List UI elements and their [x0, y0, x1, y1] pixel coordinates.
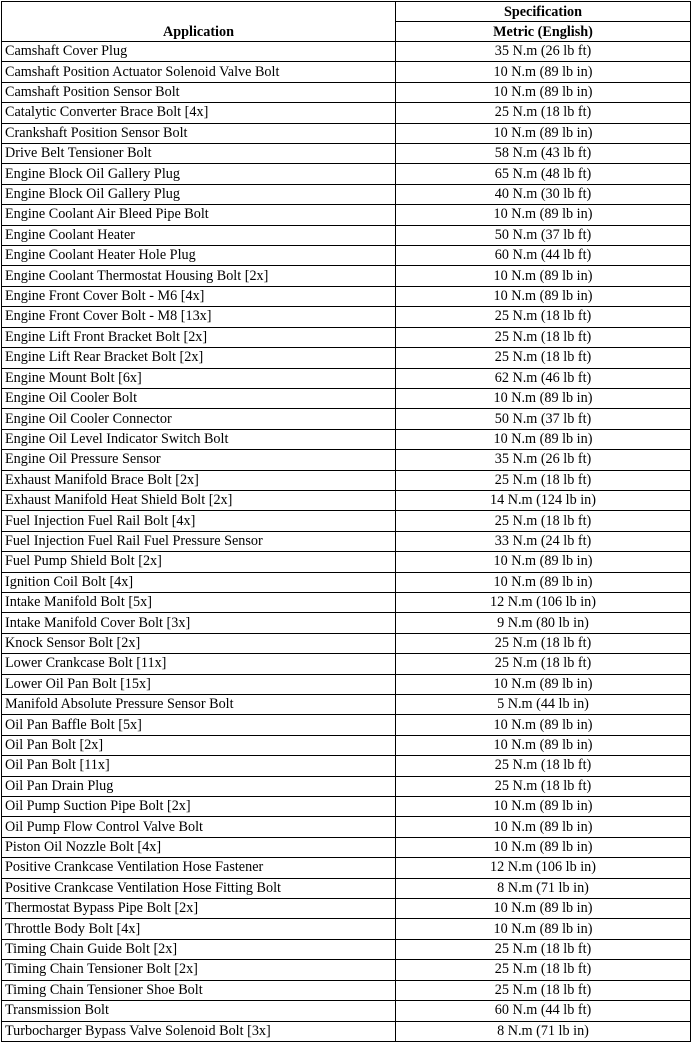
table-row — [2, 123, 691, 143]
application-cell: Lower Oil Pan Bolt [15x] — [2, 674, 396, 694]
application-cell: Ignition Coil Bolt [4x] — [2, 572, 396, 592]
table-header — [2, 2, 691, 42]
application-cell: Oil Pump Flow Control Valve Bolt — [2, 817, 396, 837]
table-row — [2, 450, 691, 470]
table-row — [2, 674, 691, 694]
spec-cell: 25 N.m (18 lb ft) — [396, 470, 691, 490]
application-cell: Timing Chain Tensioner Bolt [2x] — [2, 960, 396, 980]
spec-cell: 10 N.m (89 lb in) — [396, 388, 691, 408]
table-row — [2, 613, 691, 633]
table-row — [2, 735, 691, 755]
table-row — [2, 62, 691, 82]
header-units: Metric (English) — [396, 22, 691, 42]
application-cell: Transmission Bolt — [2, 1001, 396, 1021]
table-row — [2, 633, 691, 653]
spec-cell: 25 N.m (18 lb ft) — [396, 633, 691, 653]
spec-cell: 40 N.m (30 lb ft) — [396, 184, 691, 204]
application-cell: Engine Oil Cooler Bolt — [2, 388, 396, 408]
table-row — [2, 327, 691, 347]
application-cell: Manifold Absolute Pressure Sensor Bolt — [2, 695, 396, 715]
spec-cell: 10 N.m (89 lb in) — [396, 899, 691, 919]
application-cell: Engine Coolant Air Bleed Pipe Bolt — [2, 205, 396, 225]
spec-cell: 25 N.m (18 lb ft) — [396, 327, 691, 347]
spec-cell: 62 N.m (46 lb ft) — [396, 368, 691, 388]
spec-cell: 33 N.m (24 lb ft) — [396, 531, 691, 551]
application-cell: Engine Front Cover Bolt - M6 [4x] — [2, 286, 396, 306]
table-row — [2, 572, 691, 592]
application-cell: Oil Pan Bolt [11x] — [2, 756, 396, 776]
table-row — [2, 837, 691, 857]
table-row — [2, 980, 691, 1000]
application-cell: Intake Manifold Cover Bolt [3x] — [2, 613, 396, 633]
table-row — [2, 225, 691, 245]
spec-cell: 10 N.m (89 lb in) — [396, 817, 691, 837]
spec-cell: 25 N.m (18 lb ft) — [396, 980, 691, 1000]
table-row — [2, 592, 691, 612]
application-cell: Engine Lift Rear Bracket Bolt [2x] — [2, 348, 396, 368]
spec-cell: 10 N.m (89 lb in) — [396, 82, 691, 102]
table-row — [2, 388, 691, 408]
application-cell: Timing Chain Tensioner Shoe Bolt — [2, 980, 396, 1000]
application-cell: Engine Oil Pressure Sensor — [2, 450, 396, 470]
application-cell: Thermostat Bypass Pipe Bolt [2x] — [2, 899, 396, 919]
table-row — [2, 82, 691, 102]
table-row — [2, 286, 691, 306]
spec-cell: 10 N.m (89 lb in) — [396, 123, 691, 143]
application-cell: Oil Pan Drain Plug — [2, 776, 396, 796]
spec-cell: 12 N.m (106 lb in) — [396, 858, 691, 878]
table-row — [2, 103, 691, 123]
table-row — [2, 1021, 691, 1041]
application-cell: Engine Oil Cooler Connector — [2, 409, 396, 429]
application-cell: Exhaust Manifold Heat Shield Bolt [2x] — [2, 490, 396, 510]
table-row — [2, 531, 691, 551]
spec-cell: 10 N.m (89 lb in) — [396, 674, 691, 694]
application-cell: Engine Coolant Heater — [2, 225, 396, 245]
table-row — [2, 776, 691, 796]
application-cell: Engine Coolant Heater Hole Plug — [2, 246, 396, 266]
spec-cell: 10 N.m (89 lb in) — [396, 919, 691, 939]
spec-cell: 65 N.m (48 lb ft) — [396, 164, 691, 184]
spec-cell: 58 N.m (43 lb ft) — [396, 144, 691, 164]
table-row — [2, 409, 691, 429]
header-application: Application — [2, 2, 396, 42]
header-row-top — [2, 2, 691, 22]
table-row — [2, 205, 691, 225]
table-row — [2, 470, 691, 490]
application-cell: Timing Chain Guide Bolt [2x] — [2, 939, 396, 959]
application-cell: Positive Crankcase Ventilation Hose Fitting Bolt — [2, 878, 396, 898]
application-cell: Engine Block Oil Gallery Plug — [2, 164, 396, 184]
spec-cell: 10 N.m (89 lb in) — [396, 797, 691, 817]
spec-cell: 8 N.m (71 lb in) — [396, 878, 691, 898]
table-row — [2, 715, 691, 735]
table-row — [2, 307, 691, 327]
application-cell: Fuel Injection Fuel Rail Fuel Pressure Sensor — [2, 531, 396, 551]
spec-cell: 10 N.m (89 lb in) — [396, 266, 691, 286]
application-cell: Exhaust Manifold Brace Bolt [2x] — [2, 470, 396, 490]
application-cell: Oil Pan Baffle Bolt [5x] — [2, 715, 396, 735]
spec-cell: 35 N.m (26 lb ft) — [396, 42, 691, 62]
spec-cell: 10 N.m (89 lb in) — [396, 837, 691, 857]
application-cell: Fuel Injection Fuel Rail Bolt [4x] — [2, 511, 396, 531]
application-cell: Turbocharger Bypass Valve Solenoid Bolt [3x] — [2, 1021, 396, 1041]
table-row — [2, 144, 691, 164]
application-cell: Camshaft Position Sensor Bolt — [2, 82, 396, 102]
application-cell: Piston Oil Nozzle Bolt [4x] — [2, 837, 396, 857]
table-row — [2, 429, 691, 449]
table-row — [2, 797, 691, 817]
application-cell: Camshaft Position Actuator Solenoid Valve Bolt — [2, 62, 396, 82]
table-row — [2, 654, 691, 674]
spec-cell: 10 N.m (89 lb in) — [396, 286, 691, 306]
table-row — [2, 919, 691, 939]
spec-cell: 35 N.m (26 lb ft) — [396, 450, 691, 470]
table-row — [2, 695, 691, 715]
spec-cell: 10 N.m (89 lb in) — [396, 572, 691, 592]
table-row — [2, 184, 691, 204]
table-row — [2, 42, 691, 62]
application-cell: Camshaft Cover Plug — [2, 42, 396, 62]
spec-cell: 25 N.m (18 lb ft) — [396, 654, 691, 674]
spec-cell: 12 N.m (106 lb in) — [396, 592, 691, 612]
application-cell: Positive Crankcase Ventilation Hose Fastener — [2, 858, 396, 878]
application-cell: Engine Block Oil Gallery Plug — [2, 184, 396, 204]
spec-cell: 10 N.m (89 lb in) — [396, 205, 691, 225]
application-cell: Engine Lift Front Bracket Bolt [2x] — [2, 327, 396, 347]
table-row — [2, 266, 691, 286]
spec-cell: 50 N.m (37 lb ft) — [396, 409, 691, 429]
table-row — [2, 511, 691, 531]
spec-cell: 25 N.m (18 lb ft) — [396, 348, 691, 368]
spec-cell: 14 N.m (124 lb in) — [396, 490, 691, 510]
application-cell: Oil Pan Bolt [2x] — [2, 735, 396, 755]
table-row — [2, 899, 691, 919]
table-row — [2, 348, 691, 368]
table-row — [2, 1001, 691, 1021]
table-row — [2, 552, 691, 572]
table-row — [2, 164, 691, 184]
spec-cell: 10 N.m (89 lb in) — [396, 552, 691, 572]
application-cell: Engine Front Cover Bolt - M8 [13x] — [2, 307, 396, 327]
application-cell: Oil Pump Suction Pipe Bolt [2x] — [2, 797, 396, 817]
table-row — [2, 960, 691, 980]
table-row — [2, 939, 691, 959]
application-cell: Intake Manifold Bolt [5x] — [2, 592, 396, 612]
application-cell: Crankshaft Position Sensor Bolt — [2, 123, 396, 143]
spec-cell: 50 N.m (37 lb ft) — [396, 225, 691, 245]
application-cell: Fuel Pump Shield Bolt [2x] — [2, 552, 396, 572]
spec-cell: 60 N.m (44 lb ft) — [396, 246, 691, 266]
table-row — [2, 817, 691, 837]
spec-cell: 25 N.m (18 lb ft) — [396, 776, 691, 796]
application-cell: Engine Mount Bolt [6x] — [2, 368, 396, 388]
spec-cell: 9 N.m (80 lb in) — [396, 613, 691, 633]
table-body — [2, 42, 691, 1042]
table-row — [2, 878, 691, 898]
spec-cell: 25 N.m (18 lb ft) — [396, 307, 691, 327]
application-cell: Catalytic Converter Brace Bolt [4x] — [2, 103, 396, 123]
torque-spec-table — [1, 1, 691, 1042]
spec-cell: 25 N.m (18 lb ft) — [396, 939, 691, 959]
spec-cell: 5 N.m (44 lb in) — [396, 695, 691, 715]
spec-cell: 10 N.m (89 lb in) — [396, 429, 691, 449]
application-cell: Drive Belt Tensioner Bolt — [2, 144, 396, 164]
table-row — [2, 246, 691, 266]
spec-cell: 8 N.m (71 lb in) — [396, 1021, 691, 1041]
spec-cell: 10 N.m (89 lb in) — [396, 715, 691, 735]
application-cell: Engine Coolant Thermostat Housing Bolt [2x] — [2, 266, 396, 286]
application-cell: Lower Crankcase Bolt [11x] — [2, 654, 396, 674]
application-cell: Throttle Body Bolt [4x] — [2, 919, 396, 939]
spec-cell: 25 N.m (18 lb ft) — [396, 103, 691, 123]
spec-cell: 25 N.m (18 lb ft) — [396, 756, 691, 776]
header-specification: Specification — [396, 2, 691, 22]
application-cell: Engine Oil Level Indicator Switch Bolt — [2, 429, 396, 449]
table-row — [2, 368, 691, 388]
table-row — [2, 490, 691, 510]
spec-cell: 10 N.m (89 lb in) — [396, 735, 691, 755]
application-cell: Knock Sensor Bolt [2x] — [2, 633, 396, 653]
table-row — [2, 858, 691, 878]
spec-cell: 25 N.m (18 lb ft) — [396, 511, 691, 531]
table-row — [2, 756, 691, 776]
spec-cell: 60 N.m (44 lb ft) — [396, 1001, 691, 1021]
spec-cell: 10 N.m (89 lb in) — [396, 62, 691, 82]
spec-cell: 25 N.m (18 lb ft) — [396, 960, 691, 980]
